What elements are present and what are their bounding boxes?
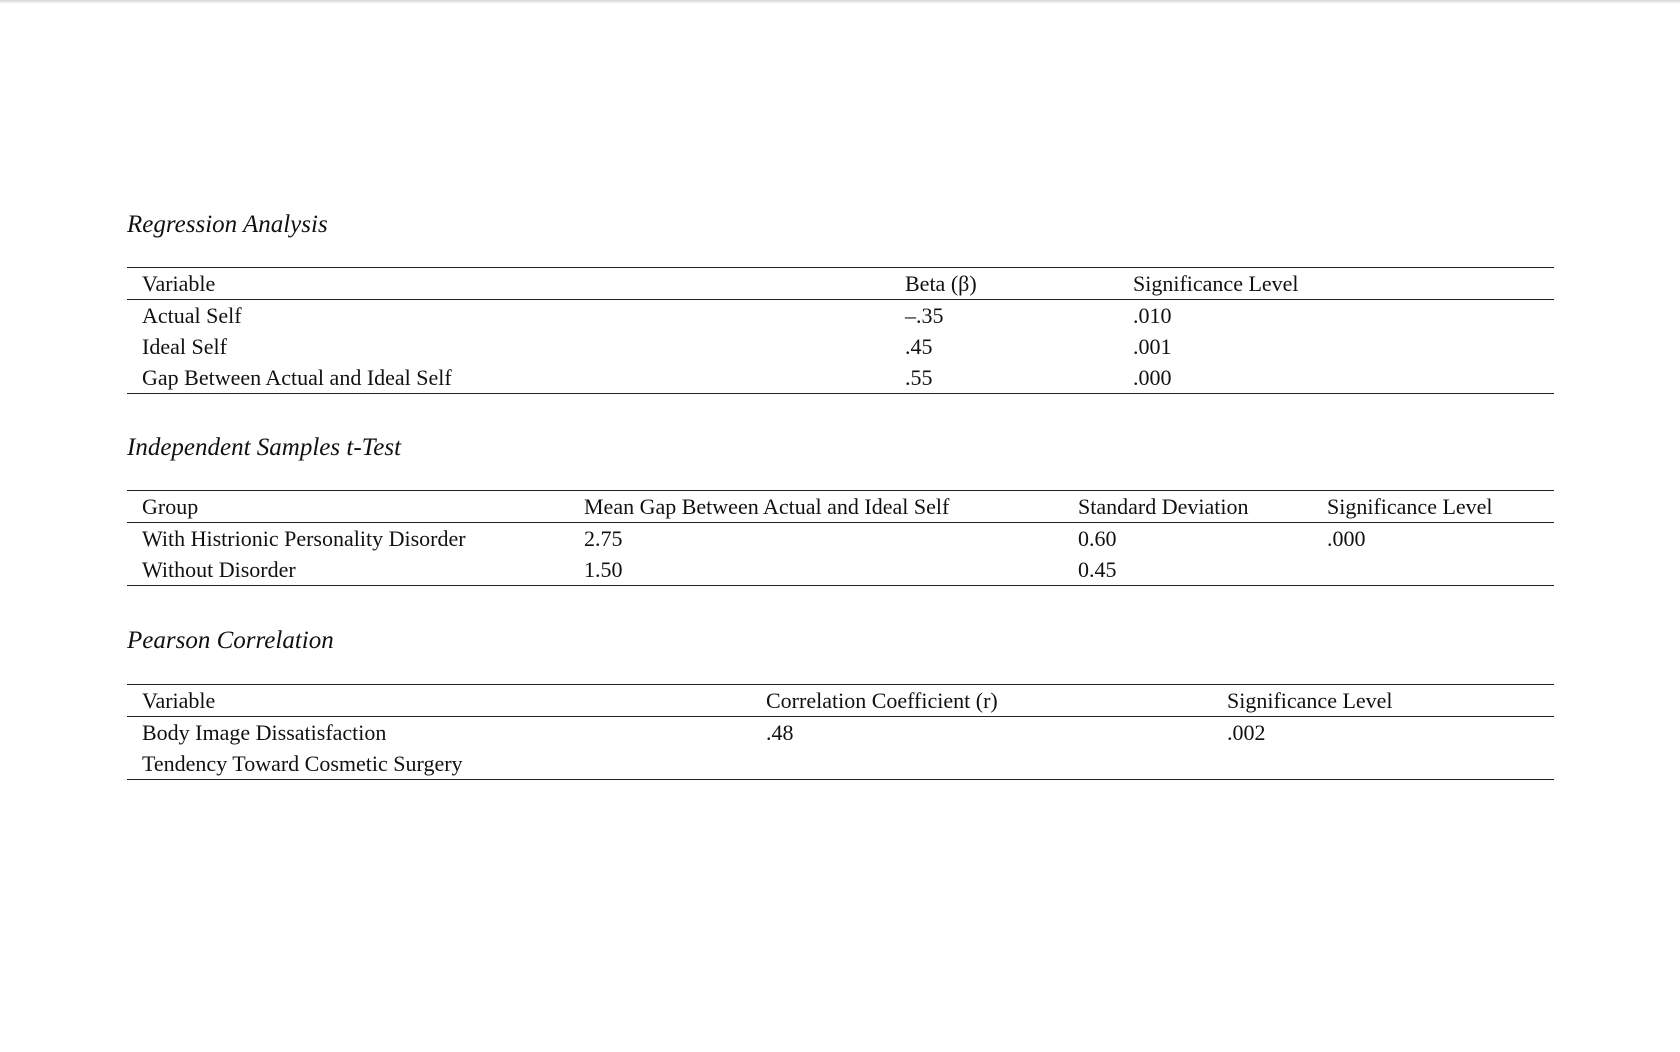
column-header-beta: Beta (β) [905,271,977,296]
cell-beta: .55 [905,365,933,390]
cell-variable: Actual Self [142,303,242,328]
table-row [127,300,1554,331]
cell-variable: Ideal Self [142,334,227,359]
regression-title: Regression Analysis [127,211,328,238]
ttest-table [127,490,1554,586]
cell-beta: .45 [905,334,933,359]
cell-significance: .002 [1227,720,1266,745]
cell-mean-gap: 1.50 [584,557,623,582]
cell-significance: .001 [1133,334,1172,359]
column-header-significance: Significance Level [1327,494,1493,519]
correlation-table [127,684,1554,780]
column-header-significance: Significance Level [1133,271,1299,296]
cell-std-dev: 0.60 [1078,526,1117,551]
cell-beta: –.35 [905,303,944,328]
column-header-group: Group [142,494,199,519]
regression-table [127,267,1554,394]
table-row [127,362,1554,393]
column-header-std-dev: Standard Deviation [1078,494,1249,519]
cell-significance: .000 [1133,365,1172,390]
table-header-row [127,491,1554,523]
correlation-title: Pearson Correlation [127,627,334,654]
cell-group: With Histrionic Personality Disorder [142,526,466,551]
cell-variable: Body Image Dissatisfaction [142,720,387,745]
cell-std-dev: 0.45 [1078,557,1117,582]
column-header-correlation: Correlation Coefficient (r) [766,688,998,713]
cell-group: Without Disorder [142,557,296,582]
table-row [127,523,1554,554]
table-row [127,331,1554,362]
column-header-variable: Variable [142,688,216,713]
column-header-significance: Significance Level [1227,688,1393,713]
cell-mean-gap: 2.75 [584,526,623,551]
cell-significance: .000 [1327,526,1366,551]
cell-variable: Tendency Toward Cosmetic Surgery [142,751,463,776]
column-header-mean-gap: Mean Gap Between Actual and Ideal Self [584,494,950,519]
table-row [127,554,1554,585]
column-header-variable: Variable [142,271,216,296]
table-row [127,748,1554,779]
table-header-row [127,685,1554,717]
cell-significance: .010 [1133,303,1172,328]
cell-variable: Gap Between Actual and Ideal Self [142,365,452,390]
table-row [127,717,1554,748]
table-header-row [127,268,1554,300]
cell-correlation: .48 [766,720,794,745]
ttest-title: Independent Samples t-Test [127,434,402,461]
